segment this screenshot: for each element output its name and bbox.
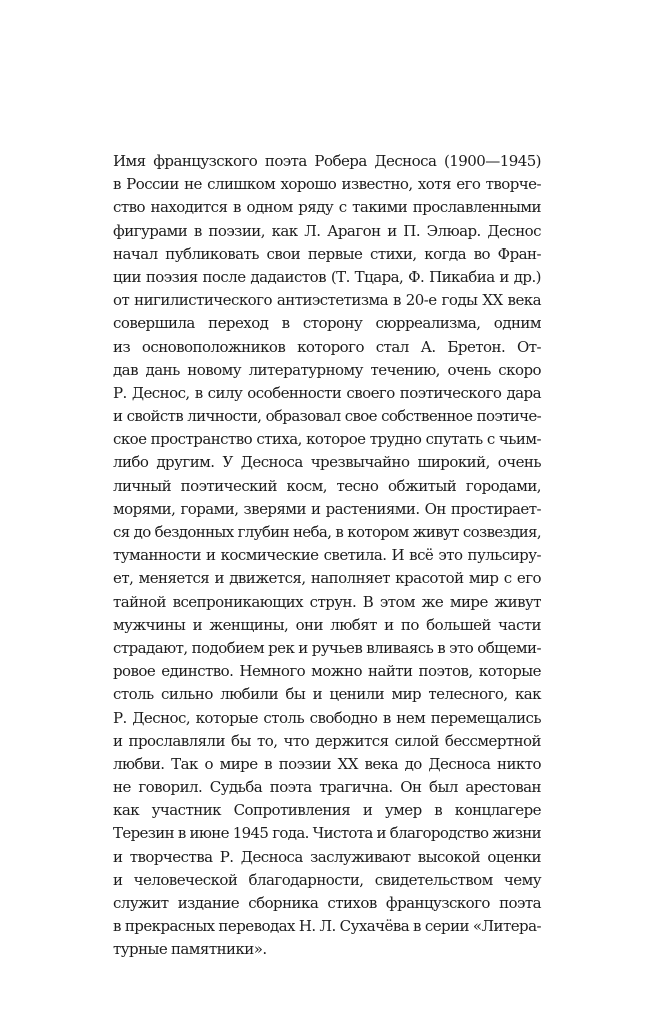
text-line: дав дань новому литературному течению, очень скоро	[113, 360, 541, 379]
text-line: Р. Деснос, в силу особенности своего поэтического дара	[113, 383, 541, 402]
text-line: морями, горами, зверями и растениями. Он простирает-	[113, 499, 541, 518]
text-line: и человеческой благодарности, свидетельством чему	[113, 870, 541, 889]
text-line: турные памятники».	[113, 940, 267, 959]
text-line: тайной всепроникающих струн. В этом же мире живут	[113, 592, 541, 611]
text-line: личный поэтический косм, тесно обжитый городами,	[113, 476, 541, 495]
text-line: и прославляли бы то, что держится силой бессмертной	[113, 731, 541, 750]
text-line: не говорил. Судьба поэта трагична. Он был арестован	[113, 778, 541, 797]
text-line: и свойств личности, образовал свое собственное поэтиче-	[113, 407, 541, 426]
text-line: страдают, подобием рек и ручьев вливаясь в это общеми-	[113, 638, 541, 657]
text-line: ровое единство. Немного можно найти поэтов, которые	[113, 662, 541, 681]
text-line: как участник Сопротивления и умер в концлагере	[113, 801, 541, 820]
text-line: фигурами в поэзии, как Л. Арагон и П. Элюар. Деснос	[113, 221, 541, 240]
text-line: служит издание сборника стихов французского поэта	[113, 894, 541, 912]
body-paragraph	[113, 150, 541, 962]
text-line: туманности и космические светила. И всё это пульсиру-	[113, 546, 541, 565]
text-line: Имя французского поэта Робера Десноса (1900—1945)	[113, 152, 541, 170]
text-line: и творчества Р. Десноса заслуживают высокой оценки	[113, 847, 541, 866]
text-line: ся до бездонных глубин неба, в котором живут созвездия,	[113, 523, 541, 541]
text-line: ство находится в одном ряду с такими прославленными	[113, 198, 541, 217]
text-line: либо другим. У Десноса чрезвычайно широкий, очень	[113, 453, 541, 472]
text-line: из основоположников которого стал А. Бретон. От-	[113, 337, 541, 356]
text-line: мужчины и женщины, они любят и по большей части	[113, 615, 541, 634]
text-line: ет, меняется и движется, наполняет красотой мир с его	[113, 569, 541, 588]
text-line: начал публиковать свои первые стихи, когда во Фран-	[113, 244, 541, 263]
text-line: столь сильно любили бы и ценили мир телесного, как	[113, 685, 541, 704]
text-line: ское пространство стиха, которое трудно спутать с чьим-	[113, 430, 541, 449]
text-line: от нигилистического антиэстетизма в 20-е годы XX века	[113, 291, 541, 310]
text-line: ции поэзия после дадаистов (Т. Тцара, Ф. Пикабиа и др.)	[113, 267, 541, 286]
text-line: Терезин в июне 1945 года. Чистота и благородство жизни	[113, 824, 541, 843]
text-line: в России не слишком хорошо известно, хотя его творче-	[113, 175, 541, 194]
text-line: в прекрасных переводах Н. Л. Сухачёва в серии «Литера-	[113, 917, 541, 936]
text-line: любви. Так о мире в поэзии XX века до Десноса никто	[113, 754, 541, 773]
text-line: Р. Деснос, которые столь свободно в нем перемещались	[113, 708, 541, 727]
text-line: совершила переход в сторону сюрреализма, одним	[113, 314, 541, 333]
